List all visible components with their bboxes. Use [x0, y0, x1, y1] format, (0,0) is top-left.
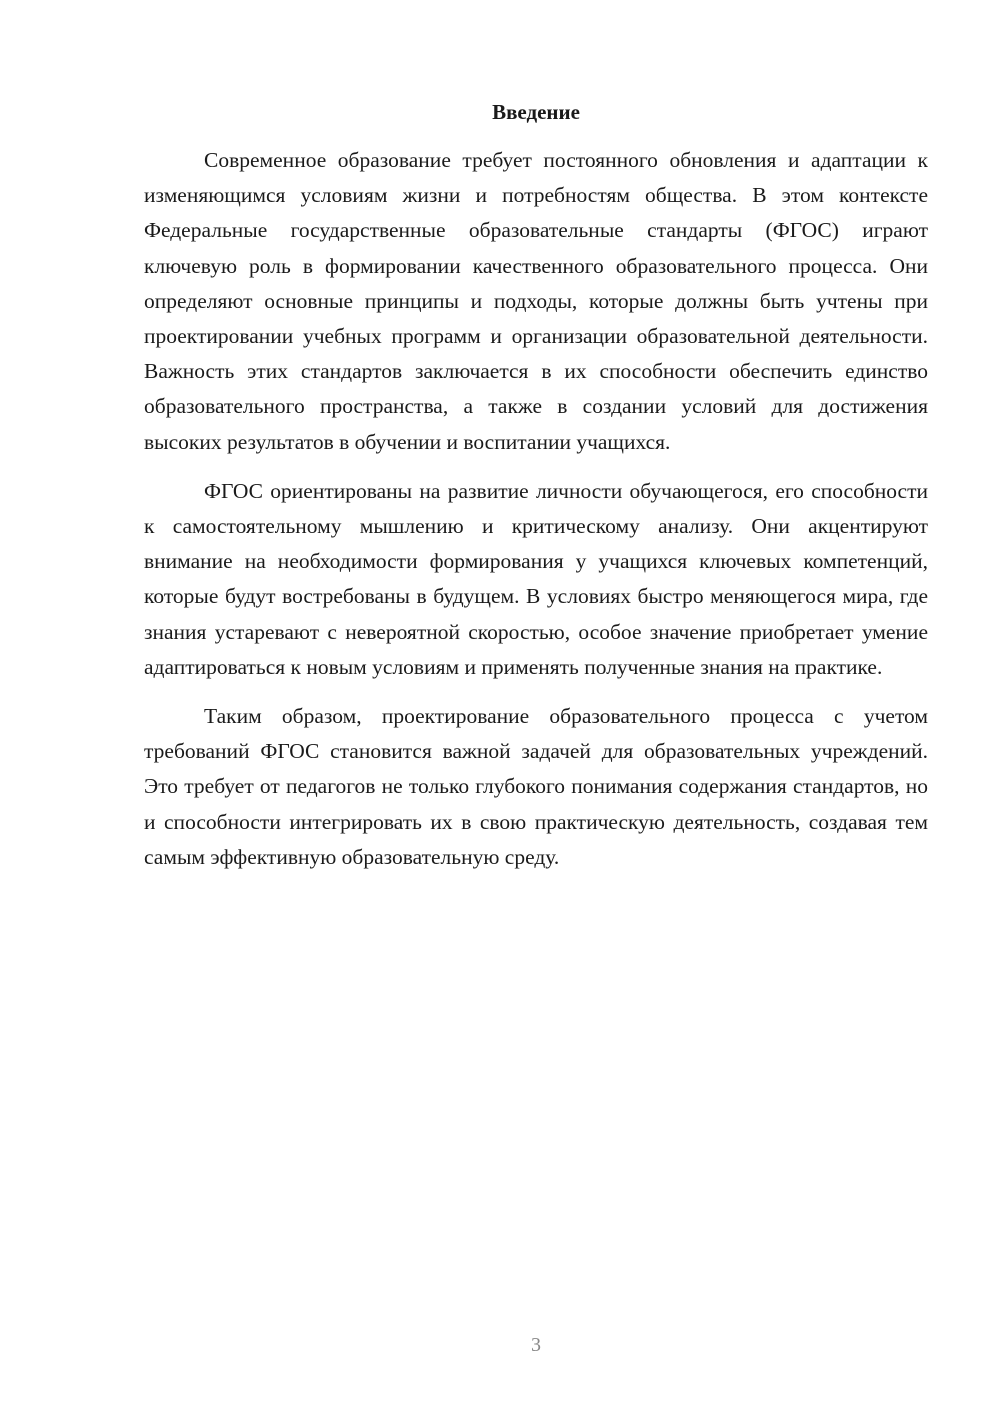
section-heading: Введение: [492, 100, 580, 124]
paragraph: Таким образом, проектирование образовательного процесса с учетом требований ФГОС становится важной задачей для образовательных учреждений. Это требует от педагогов не только глубокого понимания содержания стандартов, но и способности интегрировать их в свою практическую деятельность, создавая тем самым эффективную образовательную среду.: [144, 704, 928, 869]
page-number: 3: [531, 1334, 541, 1356]
body-text: [144, 143, 928, 889]
paragraph: Современное образование требует постоянного обновления и адаптации к изменяющимся условиям жизни и потребностям общества. В этом контексте Федеральные государственные образовательные стандарты (ФГОС) играют ключевую роль в формировании качественного образовательного процесса. Они определяют основные принципы и подходы, которые должны быть учтены при проектировании учебных программ и организации образовательной деятельности. Важность этих стандартов заключается в их способности обеспечить единство образовательного пространства, а также в создании условий для достижения высоких результатов в обучении и воспитании учащихся.: [144, 148, 928, 454]
paragraph: ФГОС ориентированы на развитие личности обучающегося, его способности к самостоятельному мышлению и критическому анализу. Они акцентируют внимание на необходимости формирования у учащихся ключевых компетенций, которые будут востребованы в будущем. В условиях быстро меняющегося мира, где знания устаревают с невероятной скоростью, особое значение приобретает умение адаптироваться к новым условиям и применять полученные знания на практике.: [144, 478, 928, 679]
